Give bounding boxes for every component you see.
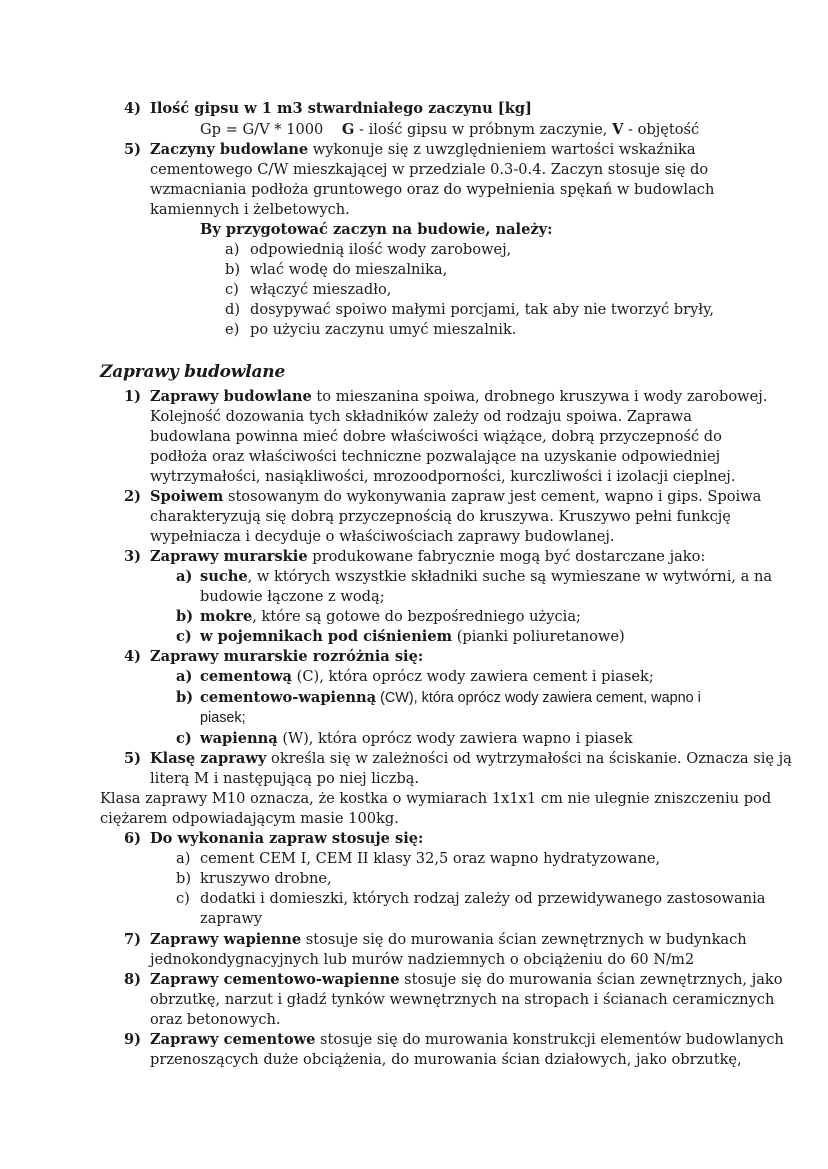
paragraph-line: jednokondygnacyjnych lub murów nadziemnych o obciążeniu do 60 N/m2 — [150, 951, 695, 968]
sub-heading: By przygotować zaczyn na budowie, należy: — [200, 221, 553, 238]
list-number: 4) — [124, 648, 142, 665]
symbol-g: G — [341, 121, 355, 138]
term: Zaprawy cementowe — [150, 1031, 316, 1048]
paragraph-line: Zaprawy budowlane to mieszanina spoiwa, drobnego kruszywa i wody zarobowej. — [150, 388, 768, 405]
paragraph-line: Zaprawy cementowe stosuje się do murowania konstrukcji elementów budowlanych — [150, 1031, 784, 1048]
paragraph-line: kamiennych i żelbetowych. — [150, 201, 350, 218]
term: cementowo-wapienną — [200, 689, 377, 706]
symbol-g-desc: - ilość gipsu w próbnym zaczynie, — [354, 121, 613, 138]
sub-letter: c) — [176, 730, 192, 747]
sub-item: cementowo-wapienną (CW), która oprócz wody zawiera cement, wapno i — [200, 689, 701, 706]
symbol-v: V — [612, 121, 624, 138]
sub-letter: a) — [176, 568, 193, 585]
step-text: po użyciu zaczynu umyć mieszalnik. — [250, 321, 517, 338]
step-letter: c) — [225, 281, 239, 298]
list-number: 3) — [124, 548, 142, 565]
paragraph-line: wypełniacza i decyduje o właściwościach zaprawy budowlanej. — [150, 528, 615, 545]
sub-item-cont: zaprawy — [200, 910, 263, 927]
step-text: dosypywać spoiwo małymi porcjami, tak aby nie tworzyć bryły, — [250, 301, 715, 318]
item-title: Do wykonania zapraw stosuje się: — [150, 830, 424, 847]
term: Spoiwem — [150, 488, 224, 505]
term: suche — [200, 568, 248, 585]
item-title: Zaprawy murarskie rozróżnia się: — [150, 648, 424, 665]
list-number: 5) — [124, 750, 142, 767]
list-number: 8) — [124, 971, 142, 988]
list-number: 6) — [124, 830, 142, 847]
note-line: ciężarem odpowiadającym masie 100kg. — [100, 810, 399, 827]
term: cementową — [200, 668, 293, 685]
step-text: wlać wodę do mieszalnika, — [250, 261, 448, 278]
term: Zaprawy wapienne — [150, 931, 302, 948]
sub-item: cement CEM I, CEM II klasy 32,5 oraz wapno hydratyzowane, — [200, 850, 661, 867]
paragraph-line: Spoiwem stosowanym do wykonywania zapraw jest cement, wapno i gips. Spoiwa — [150, 488, 762, 505]
sub-letter: c) — [176, 628, 192, 645]
sub-item-cont: piasek; — [200, 710, 246, 726]
section-heading: Zaprawy budowlane — [100, 362, 286, 382]
symbol-v-desc: - objętość — [623, 121, 700, 138]
list-number: 1) — [124, 388, 142, 405]
list-number: 2) — [124, 488, 142, 505]
sub-item: cementową (C), która oprócz wody zawiera cement i piasek; — [200, 668, 654, 685]
term: wapienną — [200, 730, 278, 747]
sub-item-cont: budowie łączone z wodą; — [200, 588, 385, 605]
sub-item: mokre, które są gotowe do bezpośredniego użycia; — [200, 608, 581, 625]
term: mokre — [200, 608, 253, 625]
sub-letter: c) — [176, 890, 190, 907]
step-text: włączyć mieszadło, — [250, 281, 392, 298]
list-number: 4) — [124, 100, 142, 117]
step-letter: a) — [225, 241, 240, 258]
sub-item: w pojemnikach pod ciśnieniem (pianki poliuretanowe) — [200, 628, 625, 645]
sub-letter: b) — [176, 689, 194, 706]
sub-letter: b) — [176, 870, 192, 887]
term: Zaprawy murarskie — [150, 548, 308, 565]
list-number: 9) — [124, 1031, 142, 1048]
sub-item: dodatki i domieszki, których rodzaj zależy od przewidywanego zastosowania — [200, 890, 766, 907]
paragraph-line: obrzutkę, narzut i gładź tynków wewnętrznych na stropach i ścianach ceramicznych — [150, 991, 775, 1008]
paragraph-line: Zaprawy wapienne stosuje się do murowania ścian zewnętrznych w budynkach — [150, 931, 747, 948]
sub-letter: b) — [176, 608, 194, 625]
item-title: Ilość gipsu w 1 m3 stwardniałego zaczynu [kg] — [150, 100, 532, 117]
step-letter: b) — [225, 261, 241, 278]
term: Klasę zaprawy — [150, 750, 267, 767]
paragraph-line: oraz betonowych. — [150, 1011, 281, 1028]
step-letter: e) — [225, 321, 240, 338]
paragraph-line: Kolejność dozowania tych składników zależy od rodzaju spoiwa. Zaprawa — [150, 408, 692, 425]
term: Zaprawy cementowo-wapienne — [150, 971, 400, 988]
paragraph-line: wytrzymałości, nasiąkliwości, mrozoodporności, kurczliwości i izolacji cieplnej. — [150, 468, 736, 485]
sub-letter: a) — [176, 668, 193, 685]
formula-line — [200, 120, 699, 140]
term: w pojemnikach pod ciśnieniem — [200, 628, 453, 645]
term: Zaczyny budowlane — [150, 141, 309, 158]
paragraph-line: Zaprawy cementowo-wapienne stosuje się do murowania ścian zewnętrznych, jako — [150, 971, 783, 988]
paragraph-line: podłoża oraz właściwości techniczne pozwalające na uzyskanie odpowiedniej — [150, 448, 721, 465]
paragraph-line: charakteryzują się dobrą przyczepnością do kruszywa. Kruszywo pełni funkcję — [150, 508, 731, 525]
paragraph-line: Zaczyny budowlane wykonuje się z uwzględnieniem wartości wskaźnika — [150, 141, 696, 158]
list-number: 7) — [124, 931, 142, 948]
paragraph-line: przenoszących duże obciążenia, do murowania ścian działowych, jako obrzutkę, — [150, 1051, 742, 1068]
paragraph-line: wzmacniania podłoża gruntowego oraz do wypełnienia spękań w budowlach — [150, 181, 715, 198]
sub-item: wapienną (W), która oprócz wody zawiera wapno i piasek — [200, 730, 633, 747]
paragraph-line: cementowego C/W mieszkającej w przedziale 0.3-0.4. Zaczyn stosuje się do — [150, 161, 709, 178]
paragraph-line: Zaprawy murarskie produkowane fabrycznie mogą być dostarczane jako: — [150, 548, 706, 565]
sub-item: suche, w których wszystkie składniki suche są wymieszane w wytwórni, a na — [200, 568, 773, 585]
step-letter: d) — [225, 301, 241, 318]
paragraph-line: literą M i następującą po niej liczbą. — [150, 770, 420, 787]
note-line: Klasa zaprawy M10 oznacza, że kostka o wymiarach 1x1x1 cm nie ulegnie zniszczeniu pod — [100, 790, 772, 807]
formula: Gp = G/V * 1000 — [200, 121, 324, 138]
paragraph-line: Klasę zaprawy określa się w zależności od wytrzymałości na ściskanie. Oznacza się ją — [150, 750, 792, 767]
sub-item: kruszywo drobne, — [200, 870, 332, 887]
sub-letter: a) — [176, 850, 191, 867]
term: Zaprawy budowlane — [150, 388, 312, 405]
list-number: 5) — [124, 141, 142, 158]
paragraph-line: budowlana powinna mieć dobre właściwości wiążące, dobrą przyczepność do — [150, 428, 722, 445]
step-text: odpowiednią ilość wody zarobowej, — [250, 241, 512, 258]
